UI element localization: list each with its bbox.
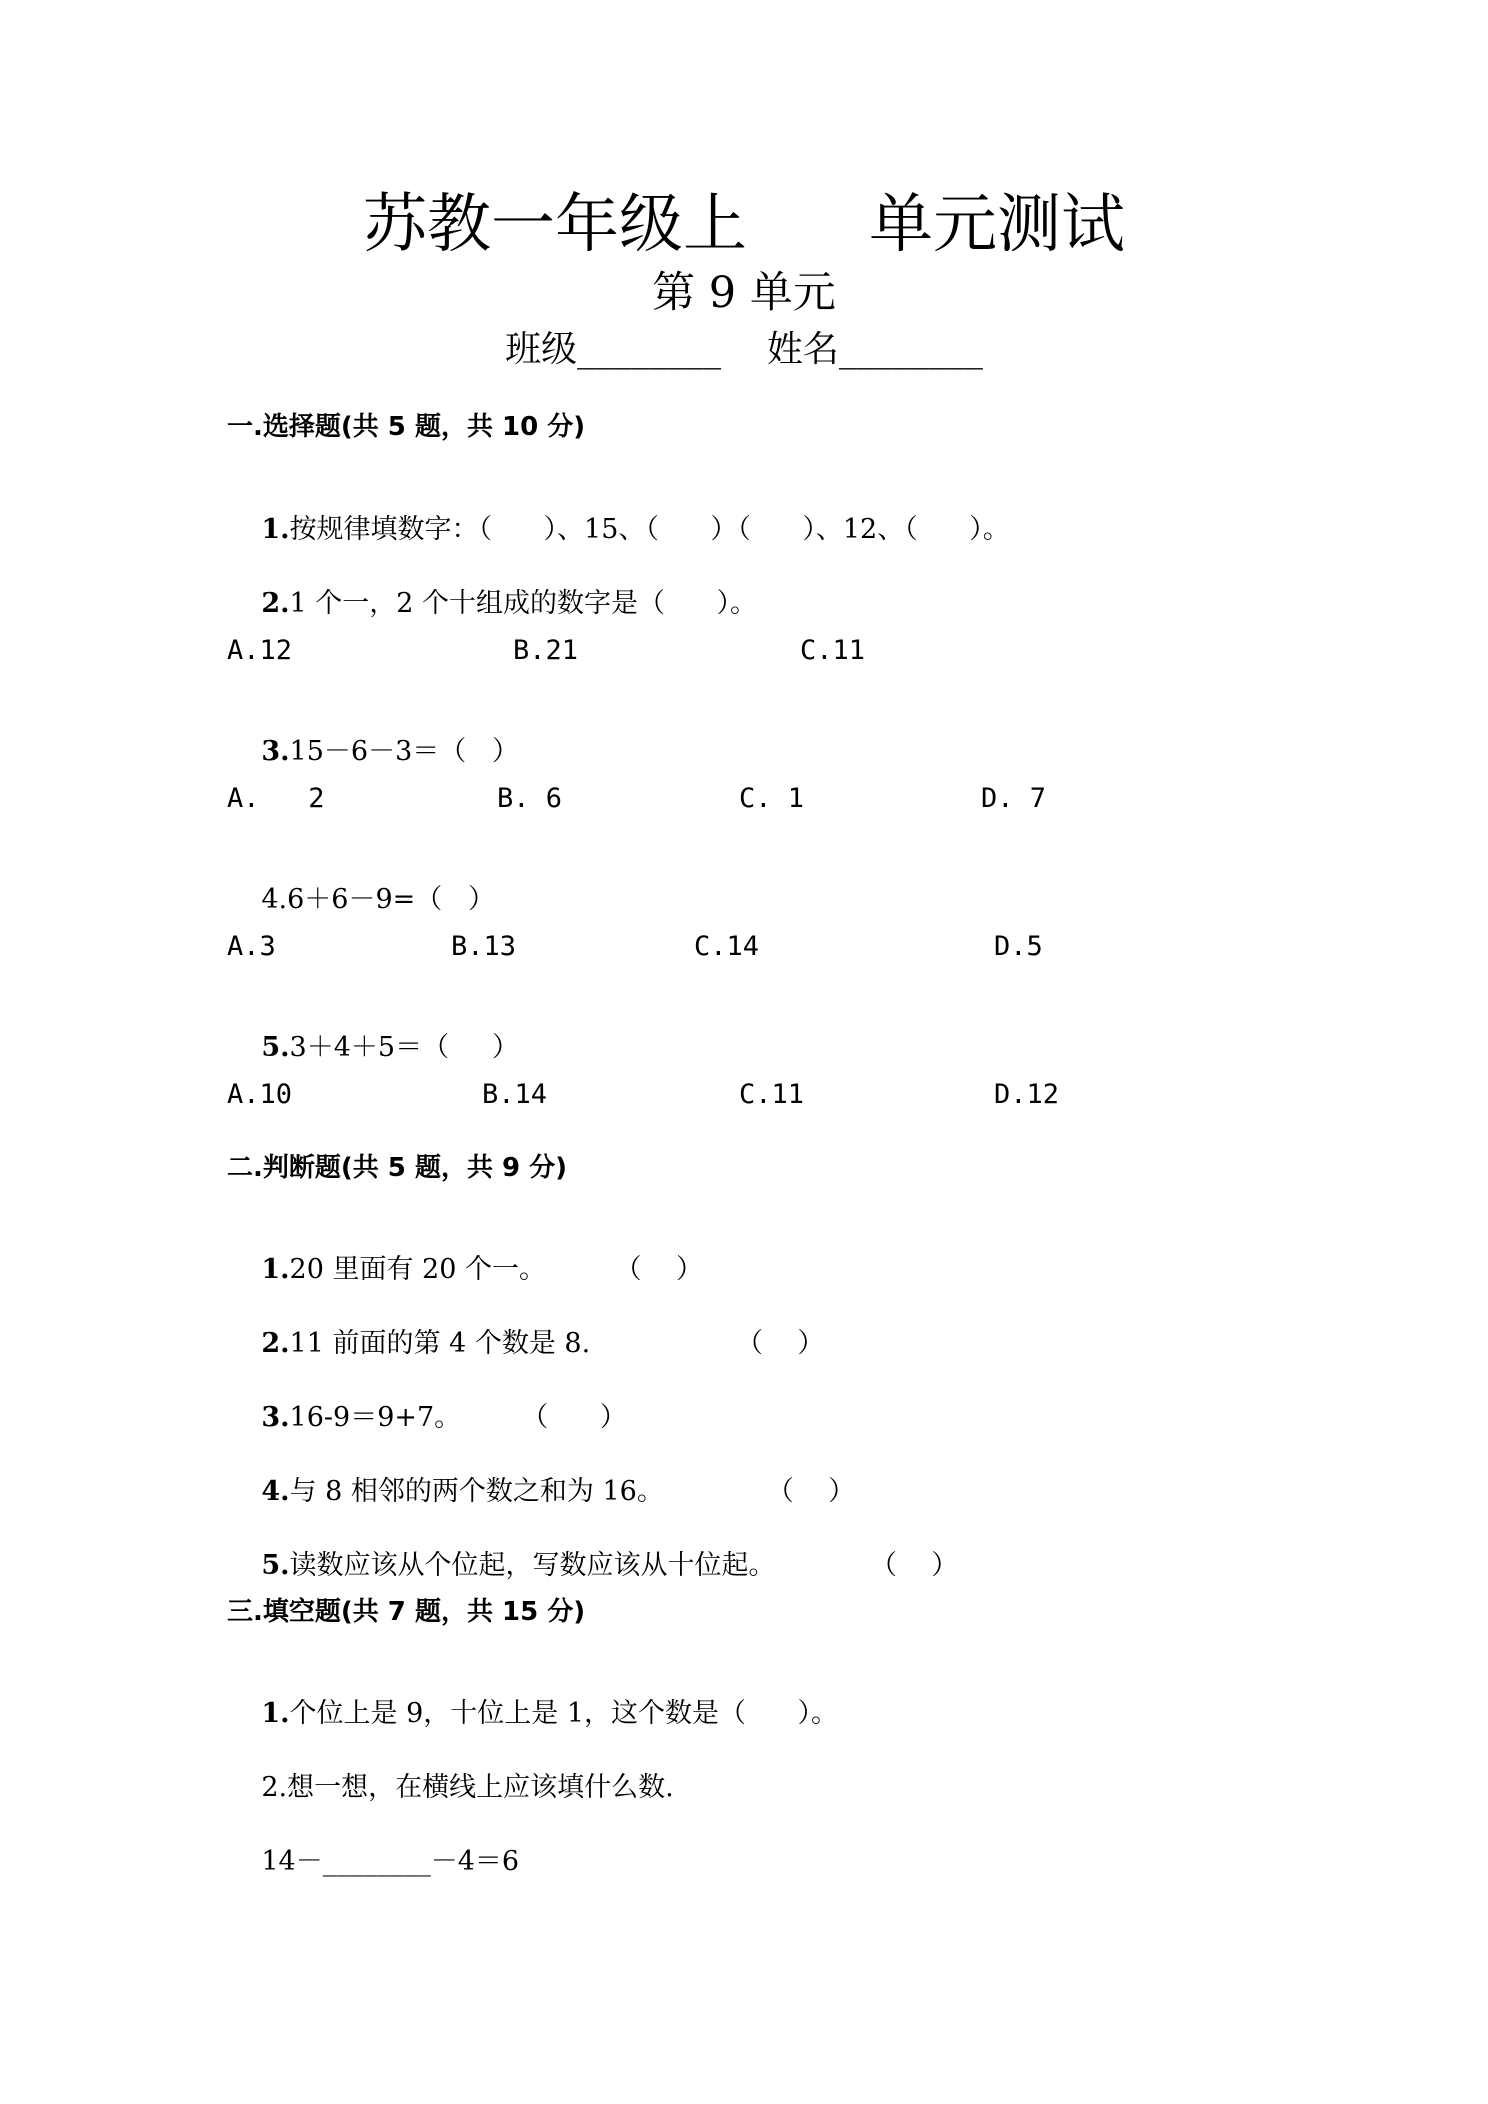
section-heading-fill-blank: 三.填空题(共 7 题，共 15 分) bbox=[227, 1597, 586, 1627]
question-number: 4. bbox=[261, 884, 288, 915]
question-item bbox=[227, 1673, 838, 1754]
option-a: A.10 bbox=[227, 1079, 293, 1110]
question-number: 3. bbox=[261, 1402, 290, 1433]
question-text: 1 个一，2 个十组成的数字是（ ）。 bbox=[289, 588, 758, 619]
option-b: B.14 bbox=[482, 1079, 548, 1110]
question-item bbox=[227, 489, 1010, 570]
question-item bbox=[227, 1303, 824, 1384]
question-item bbox=[227, 1821, 519, 1902]
question-number: 1. bbox=[261, 1698, 290, 1729]
option-c: C.14 bbox=[694, 931, 760, 962]
question-item bbox=[227, 1451, 855, 1532]
question-text: 与 8 相邻的两个数之和为 16。 （ ） bbox=[289, 1476, 856, 1507]
section-heading-choice: 一.选择题(共 5 题，共 10 分) bbox=[227, 412, 586, 442]
question-number: 3. bbox=[261, 736, 290, 767]
question-text: 想一想，在横线上应该填什么数. bbox=[287, 1772, 674, 1803]
question-text: 按规律填数字：（ ）、15、（ ）（ ）、12、（ ）。 bbox=[289, 514, 1010, 545]
option-b: B. 6 bbox=[497, 783, 563, 814]
question-item bbox=[227, 1747, 674, 1828]
question-number: 2. bbox=[261, 588, 290, 619]
question-text: 个位上是 9，十位上是 1，这个数是（ ）。 bbox=[289, 1698, 839, 1729]
question-text: 读数应该从个位起，写数应该从十位起。 （ ） bbox=[289, 1550, 959, 1581]
question-number: 2. bbox=[261, 1328, 290, 1359]
option-d: D.12 bbox=[994, 1079, 1060, 1110]
question-item bbox=[227, 711, 519, 792]
page-subtitle: 第 9 单元 bbox=[652, 268, 836, 318]
question-item bbox=[227, 563, 757, 644]
option-d: D.5 bbox=[994, 931, 1043, 962]
class-name-line: 班级________ 姓名________ bbox=[505, 329, 983, 370]
question-text: 14－________－4＝6 bbox=[261, 1846, 520, 1877]
question-number: 2. bbox=[261, 1772, 288, 1803]
question-text: 16-9＝9+7。 （ ） bbox=[289, 1402, 627, 1433]
question-number: 1. bbox=[261, 1254, 290, 1285]
question-text: 15－6－3＝（ ） bbox=[289, 736, 519, 767]
page-title: 苏教一年级上 单元测试 bbox=[362, 188, 1126, 262]
section-heading-judgement: 二.判断题(共 5 题，共 9 分) bbox=[227, 1153, 568, 1183]
option-a: A. 2 bbox=[227, 783, 325, 814]
question-number: 4. bbox=[261, 1476, 290, 1507]
question-text: 20 里面有 20 个一。 （ ） bbox=[289, 1254, 703, 1285]
question-text: 3＋4＋5＝（ ） bbox=[289, 1032, 519, 1063]
question-item bbox=[227, 859, 495, 940]
question-item bbox=[227, 1007, 519, 1088]
question-item bbox=[227, 1525, 958, 1606]
question-number: 1. bbox=[261, 514, 290, 545]
question-number: 5. bbox=[261, 1032, 290, 1063]
option-b: B.13 bbox=[451, 931, 517, 962]
option-c: C. 1 bbox=[739, 783, 805, 814]
question-text: 6＋6－9=（ ） bbox=[287, 884, 496, 915]
question-number: 5. bbox=[261, 1550, 290, 1581]
question-text: 11 前面的第 4 个数是 8. （ ） bbox=[289, 1328, 825, 1359]
option-c: C.11 bbox=[800, 635, 866, 666]
option-c: C.11 bbox=[739, 1079, 805, 1110]
question-item bbox=[227, 1229, 703, 1310]
option-d: D. 7 bbox=[981, 783, 1047, 814]
option-a: A.12 bbox=[227, 635, 293, 666]
option-a: A.3 bbox=[227, 931, 276, 962]
option-b: B.21 bbox=[513, 635, 579, 666]
question-item bbox=[227, 1377, 627, 1458]
